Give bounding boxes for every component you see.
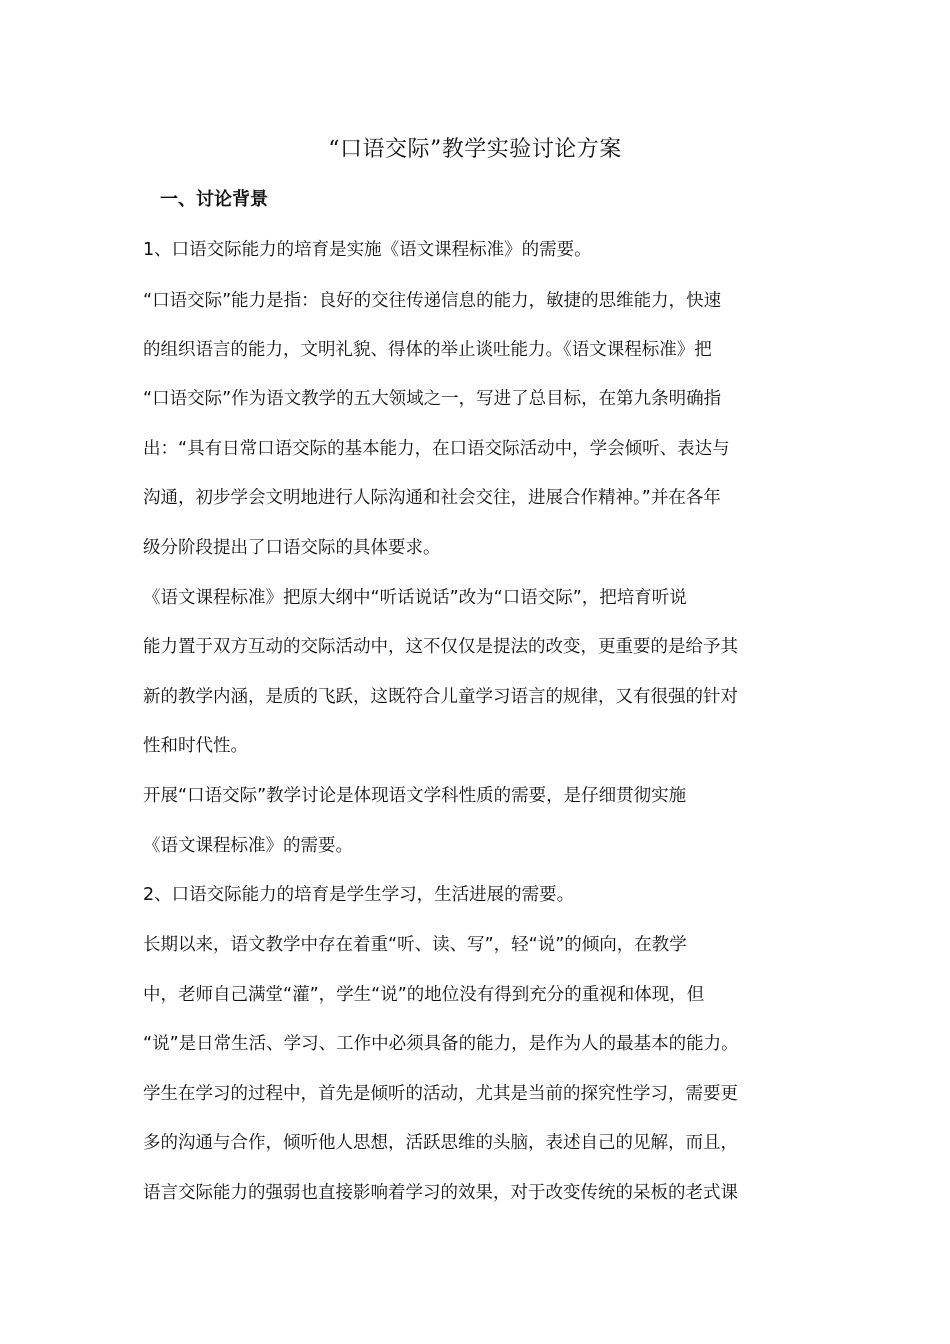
paragraph-line: “口语交际”作为语文教学的五大领域之一，写进了总目标，在第九条明确指 [143,389,722,409]
paragraph-line: “口语交际”能力是指：良好的交往传递信息的能力，敏捷的思维能力，快速 [143,291,722,311]
paragraph-line: 语言交际能力的强弱也直接影响着学习的效果，对于改变传统的呆板的老式课 [143,1183,738,1203]
paragraph-line: 开展“口语交际”教学讨论是体现语文学科性质的需要，是仔细贯彻实施 [143,786,687,806]
section-heading-background: 一、讨论背景 [160,189,268,210]
paragraph-line: 1、口语交际能力的培育是实施《语文课程标准》的需要。 [143,240,592,260]
paragraph-line: 能力置于双方互动的交际活动中，这不仅仅是提法的改变，更重要的是给予其 [143,637,738,657]
paragraph-line: 多的沟通与合作，倾听他人思想，活跃思维的头脑，表述自己的见解，而且， [143,1133,738,1153]
paragraph-line: 学生在学习的过程中，首先是倾听的活动，尤其是当前的探究性学习，需要更 [143,1084,738,1104]
paragraph-line: 长期以来，语文教学中存在着重“听、读、写”，轻“说”的倾向，在教学 [143,935,687,955]
paragraph-line: “说”是日常生活、学习、工作中必须具备的能力，是作为人的最基本的能力。 [143,1034,739,1054]
paragraph-line: 的组织语言的能力，文明礼貌、得体的举止谈吐能力。《语文课程标准》把 [143,340,712,360]
paragraph-line: 《语文课程标准》的需要。 [143,836,353,856]
paragraph-line: 沟通，初步学会文明地进行人际沟通和社会交往，进展合作精神。”并在各年 [143,488,721,508]
paragraph-line: 《语文课程标准》把原大纲中“听话说话”改为“口语交际”，把培育听说 [143,588,687,608]
document-title: “口语交际”教学实验讨论方案 [328,137,622,162]
paragraph-line: 2、口语交际能力的培育是学生学习，生活进展的需要。 [143,885,575,905]
paragraph-line: 中，老师自己满堂“灌”，学生“说”的地位没有得到充分的重视和体现，但 [143,985,705,1005]
paragraph-line: 级分阶段提出了口语交际的具体要求。 [143,538,441,558]
paragraph-line: 出：“具有日常口语交际的基本能力，在口语交际活动中，学会倾听、表达与 [143,439,730,459]
paragraph-line: 新的教学内涵，是质的飞跃，这既符合儿童学习语言的规律，又有很强的针对 [143,687,738,707]
paragraph-line: 性和时代性。 [143,736,248,756]
